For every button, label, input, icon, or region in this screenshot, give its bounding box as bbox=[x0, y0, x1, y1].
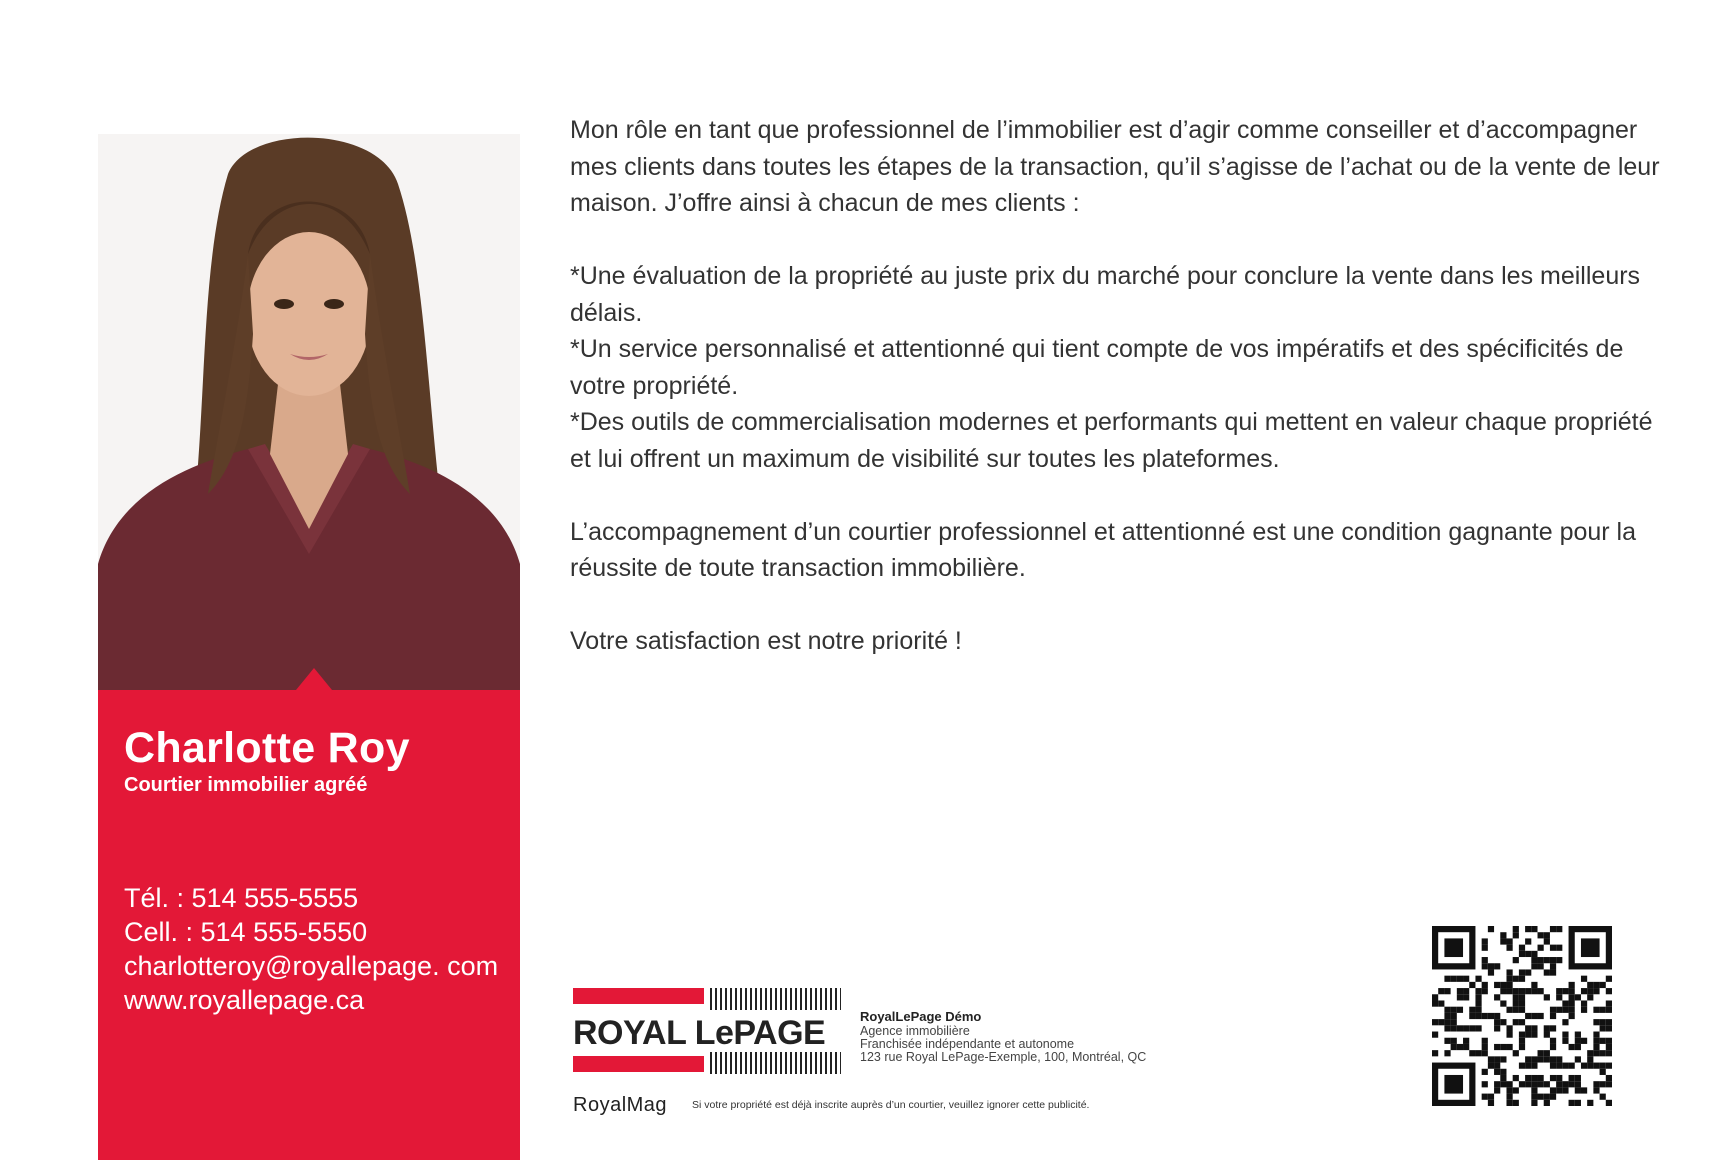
bio-point: *Une évaluation de la propriété au juste prix du marché pour conclure la vente dans les meilleurs délais. bbox=[570, 262, 1641, 327]
disclaimer: Si votre propriété est déjà inscrite auprès d’un courtier, veuillez ignorer cette publicité. bbox=[692, 1099, 1090, 1111]
agency-info bbox=[860, 1008, 1146, 1064]
agent-photo bbox=[98, 134, 520, 690]
agency-address: 123 rue Royal LePage-Exemple, 100, Montréal, QC bbox=[860, 1050, 1147, 1064]
agency-type: Agence immobilière bbox=[860, 1024, 970, 1038]
card-pointer bbox=[296, 668, 332, 690]
agent-cell[interactable]: Cell. : 514 555-5550 bbox=[124, 917, 368, 947]
bio-tagline: Votre satisfaction est notre priorité ! bbox=[570, 627, 962, 655]
agent-email[interactable]: charlotteroy@royallepage. com bbox=[124, 951, 499, 981]
qr-code-icon[interactable] bbox=[1432, 926, 1612, 1106]
agent-title: Courtier immobilier agréé bbox=[124, 774, 368, 796]
royalmag-label: RoyalMag bbox=[573, 1094, 668, 1116]
agency-franchise: Franchisée indépendante et autonome bbox=[860, 1037, 1075, 1051]
agent-website[interactable]: www.royallepage.ca bbox=[124, 985, 365, 1015]
bio-point: *Des outils de commercialisation modernes et performants qui mettent en valeur chaque propriété et lui offrent un maximum de visibilité sur toutes les plateformes. bbox=[570, 408, 1653, 473]
bio-text bbox=[570, 112, 1670, 660]
bio-closing: L’accompagnement d’un courtier professionnel et attentionné est une condition gagnante pour la réussite de toute transaction immobilière. bbox=[570, 517, 1637, 582]
royal-lepage-logo bbox=[573, 988, 841, 1072]
agency-name: RoyalLePage Démo bbox=[860, 1009, 982, 1024]
bio-point: *Un service personnalisé et attentionné qui tient compte de vos impératifs et des spécificités de votre propriété. bbox=[570, 335, 1624, 400]
logo-wordmark: ROYAL LePAGE bbox=[573, 1014, 826, 1052]
agent-phone[interactable]: Tél. : 514 555-5555 bbox=[124, 883, 359, 913]
agent-name: Charlotte Roy bbox=[124, 724, 410, 772]
bio-intro: Mon rôle en tant que professionnel de l’immobilier est d’agir comme conseiller et d’accompagner mes clients dans toutes les étapes de la transaction, qu’il s’agisse de l’achat ou de la vente de leur maison. J’offre ainsi à chacun de mes clients : bbox=[570, 116, 1660, 217]
